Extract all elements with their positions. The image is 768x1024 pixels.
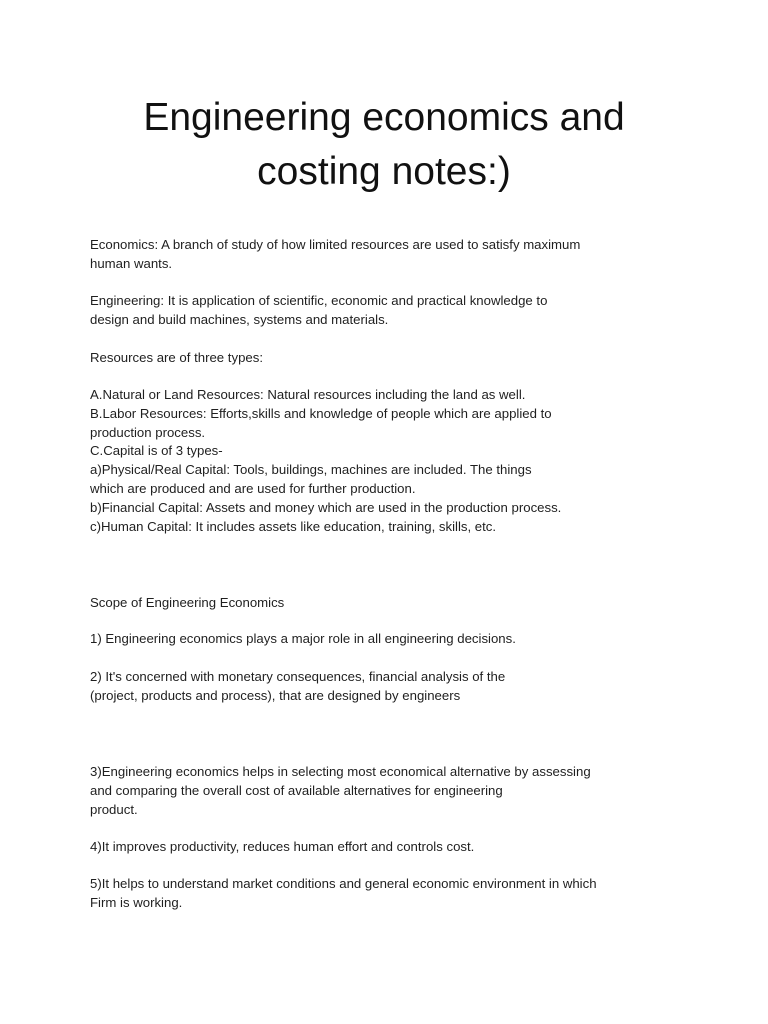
- scope-point-2-line-1: 2) It's concerned with monetary consequences, financial analysis of the: [90, 669, 506, 684]
- scope-point-5-line-2: Firm is working.: [90, 895, 183, 910]
- human-capital-line: c)Human Capital: It includes assets like education, training, skills, etc.: [90, 519, 497, 534]
- physical-capital-line-2: which are produced and are used for further production.: [90, 481, 416, 496]
- scope-point-3-line-1: 3)Engineering economics helps in selecting most economical alternative by assessing: [90, 764, 591, 779]
- engineering-definition-line-1: Engineering: It is application of scientific, economic and practical knowledge to: [90, 293, 548, 308]
- natural-resources-line: A.Natural or Land Resources: Natural resources including the land as well.: [90, 387, 526, 402]
- labor-resources-line-2: production process.: [90, 425, 206, 440]
- financial-capital-line: b)Financial Capital: Assets and money which are used in the production process.: [90, 500, 562, 515]
- scope-point-5-line-1: 5)It helps to understand market conditions and general economic environment in which: [90, 876, 597, 891]
- resources-intro: Resources are of three types:: [90, 350, 263, 365]
- economics-definition-line-1: Economics: A branch of study of how limited resources are used to satisfy maximum: [90, 237, 581, 252]
- scope-point-3-line-3: product.: [90, 802, 138, 817]
- scope-point-3-line-2: and comparing the overall cost of available alternatives for engineering: [90, 783, 503, 798]
- scope-point-1: 1) Engineering economics plays a major role in all engineering decisions.: [90, 631, 516, 646]
- scope-point-4: 4)It improves productivity, reduces human effort and controls cost.: [90, 839, 475, 854]
- capital-types-line: C.Capital is of 3 types-: [90, 443, 223, 458]
- document-title-line-2: costing notes:): [257, 150, 511, 193]
- scope-heading: Scope of Engineering Economics: [90, 595, 285, 610]
- document-title-line-1: Engineering economics and: [143, 96, 625, 139]
- engineering-definition-line-2: design and build machines, systems and materials.: [90, 312, 389, 327]
- physical-capital-line-1: a)Physical/Real Capital: Tools, buildings, machines are included. The things: [90, 462, 532, 477]
- labor-resources-line-1: B.Labor Resources: Efforts,skills and knowledge of people which are applied to: [90, 406, 552, 421]
- scope-point-2-line-2: (project, products and process), that are designed by engineers: [90, 688, 461, 703]
- economics-definition-line-2: human wants.: [90, 256, 173, 271]
